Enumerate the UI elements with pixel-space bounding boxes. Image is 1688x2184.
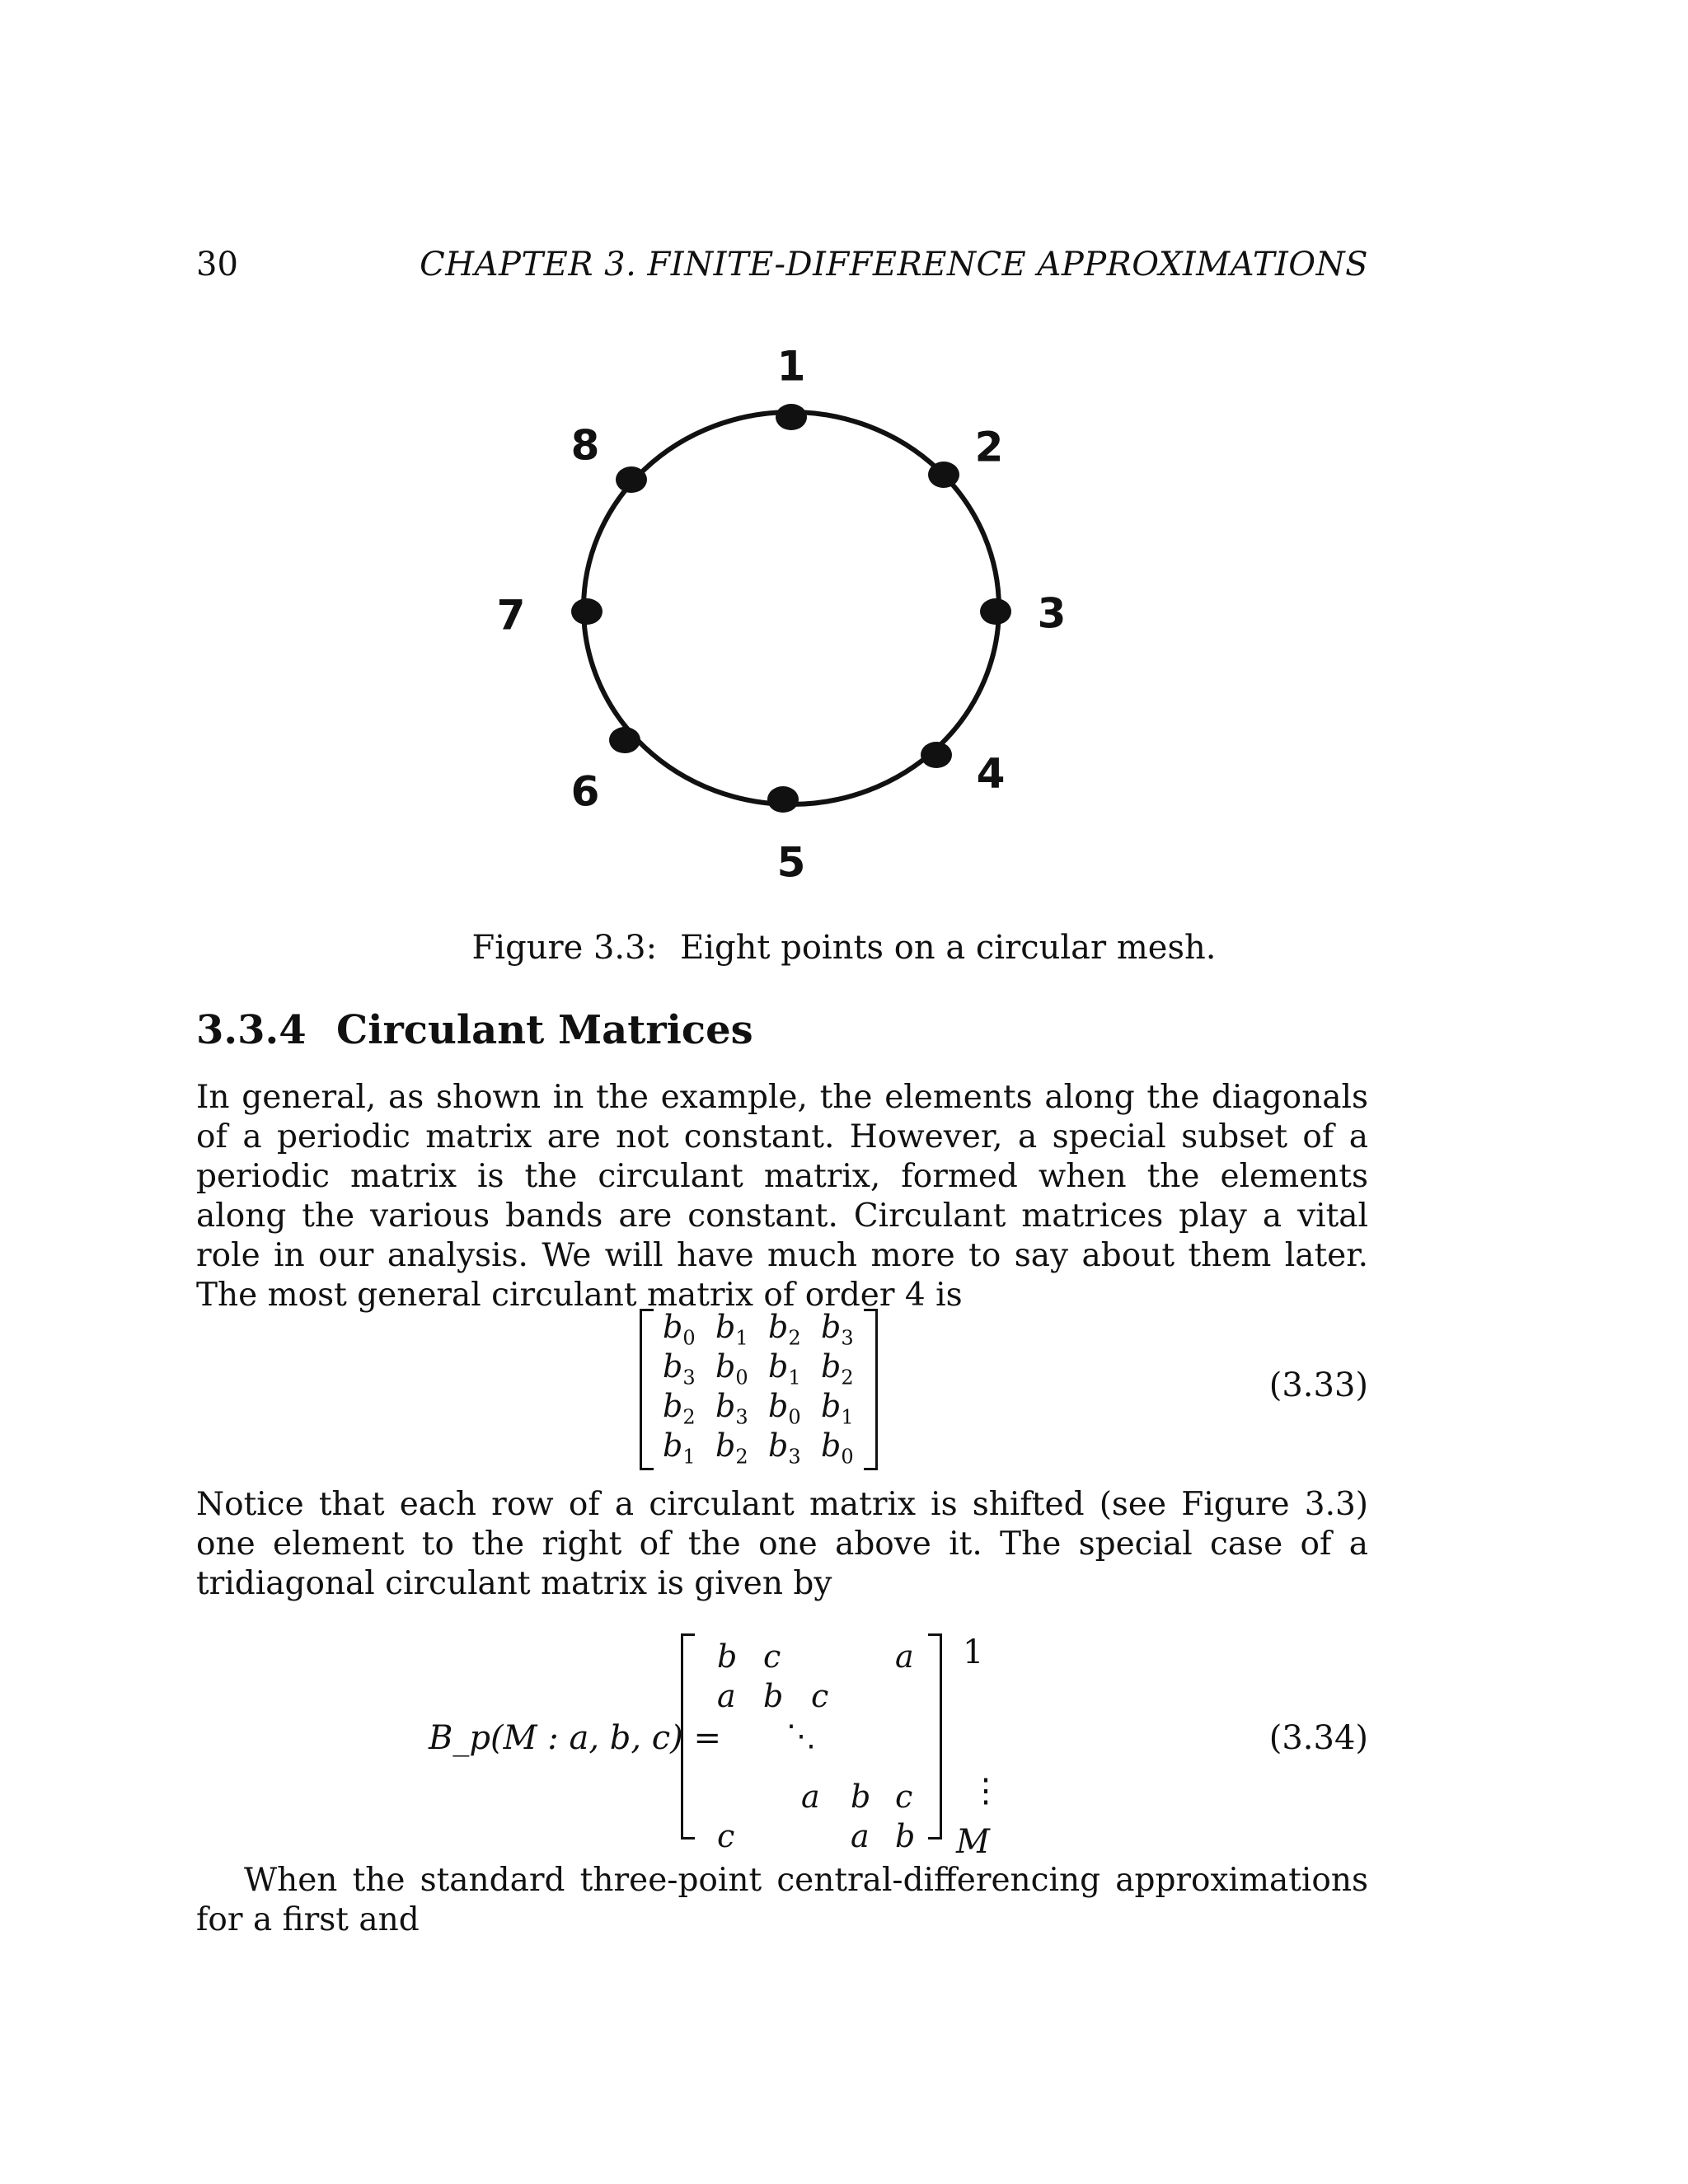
matrix-cell: $b_1$ <box>768 1348 801 1390</box>
figure-caption <box>0 929 1688 967</box>
mesh-node-label-3: 3 <box>1037 589 1067 638</box>
cell-b: b <box>895 1818 916 1854</box>
row-label-first: 1 <box>963 1633 984 1671</box>
matrix-cell: $b_0$ <box>821 1427 854 1469</box>
section-number: 3.3.4 <box>196 1007 307 1053</box>
mesh-node-label-6: 6 <box>570 767 600 816</box>
cell-c: c <box>811 1678 829 1714</box>
mesh-node-3 <box>980 598 1011 625</box>
matrix-cell: $b_0$ <box>663 1309 696 1350</box>
matrix-cell: $b_2$ <box>821 1348 854 1390</box>
equation-3-34-matrix <box>681 1633 953 1854</box>
cell-c: c <box>763 1638 781 1675</box>
row-label-dots: ⋮ <box>969 1772 1002 1810</box>
cell-b: b <box>851 1779 871 1815</box>
cell-c: c <box>895 1779 913 1815</box>
mesh-node-label-2: 2 <box>974 423 1004 471</box>
matrix-cell: $b_2$ <box>715 1427 748 1469</box>
paragraph-3: When the standard three-point central-differencing approximations for a first and <box>196 1862 1368 1938</box>
matrix-cell: $b_0$ <box>768 1388 801 1429</box>
mesh-node-label-7: 7 <box>496 591 526 640</box>
page-number: 30 <box>196 246 238 284</box>
circular-mesh-figure <box>462 321 1121 915</box>
matrix-cell: $b_1$ <box>821 1388 854 1429</box>
paragraph-2: Notice that each row of a circulant matrix is shifted (see Figure 3.3) one element to the right of the one above it. The special case of a tridiagonal circulant matrix is given by <box>196 1486 1368 1602</box>
mesh-node-label-4: 4 <box>976 749 1006 798</box>
running-head: CHAPTER 3. FINITE-DIFFERENCE APPROXIMATIONS <box>420 246 1368 284</box>
matrix-cell: $b_1$ <box>663 1427 696 1469</box>
matrix-cell: $b_3$ <box>768 1427 801 1469</box>
page-header <box>196 246 1368 295</box>
cell-a: a <box>851 1818 870 1854</box>
mesh-node-8 <box>616 466 647 493</box>
cell-a: a <box>895 1638 914 1675</box>
matrix-cell: $b_3$ <box>663 1348 696 1390</box>
right-bracket <box>928 1633 942 1840</box>
mesh-node-2 <box>928 462 959 488</box>
mesh-node-5 <box>767 786 799 813</box>
cell-c: c <box>717 1818 735 1854</box>
matrix-cell: $b_3$ <box>821 1309 854 1350</box>
equation-3-33-matrix <box>640 1309 887 1474</box>
diagonal-dots: ⋱ <box>786 1719 816 1753</box>
mesh-node-label-1: 1 <box>776 342 806 391</box>
mesh-node-label-8: 8 <box>570 421 600 470</box>
equation-3-34-lhs: B_p(M : a, b, c) = <box>429 1719 722 1757</box>
mesh-node-label-5: 5 <box>776 838 806 887</box>
figure-caption-text: Eight points on a circular mesh. <box>680 929 1217 967</box>
equation-number-3-33: (3.33) <box>1268 1366 1368 1404</box>
mesh-node-1 <box>776 404 807 430</box>
row-label-last: M <box>956 1823 990 1861</box>
matrix-cell: $b_1$ <box>715 1309 748 1350</box>
cell-b: b <box>717 1638 738 1675</box>
mesh-node-6 <box>609 727 640 753</box>
left-bracket <box>640 1309 654 1470</box>
matrix-cell: $b_2$ <box>663 1388 696 1429</box>
cell-a: a <box>801 1779 820 1815</box>
right-bracket <box>864 1309 878 1470</box>
section-heading <box>196 1007 753 1053</box>
figure-caption-label: Figure 3.3: <box>471 929 658 967</box>
equation-number-3-34: (3.34) <box>1268 1719 1368 1757</box>
matrix-cell: $b_3$ <box>715 1388 748 1429</box>
matrix-cell: $b_2$ <box>768 1309 801 1350</box>
section-title: Circulant Matrices <box>336 1007 753 1053</box>
mesh-node-4 <box>921 742 952 768</box>
left-bracket <box>681 1633 695 1840</box>
matrix-cell: $b_0$ <box>715 1348 748 1390</box>
paragraph-1: In general, as shown in the example, the elements along the diagonals of a periodic matrix are not constant. However, a special subset of a periodic matrix is the circulant matrix, formed when the elements along the various bands are constant. Circulant matrices play a vital role in our analysis. We will have much more to say about them later. The most general circulant matrix of order 4 is <box>196 1079 1368 1314</box>
mesh-node-7 <box>571 598 603 625</box>
cell-b: b <box>763 1678 784 1714</box>
cell-a: a <box>717 1678 736 1714</box>
